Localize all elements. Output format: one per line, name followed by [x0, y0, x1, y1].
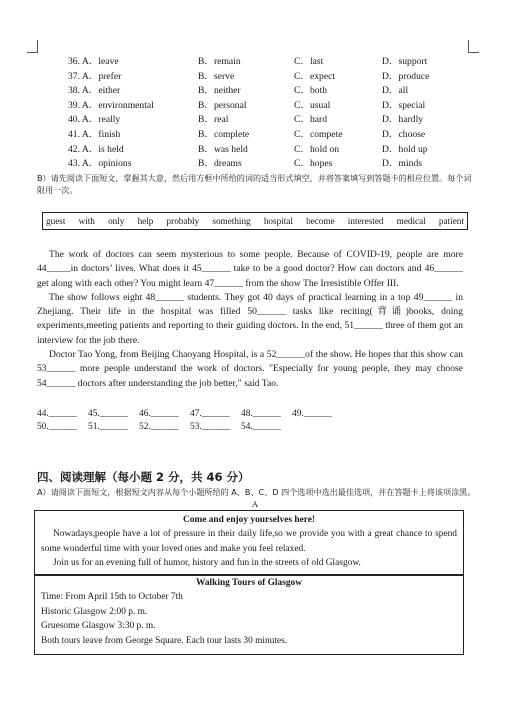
answer-blank: 54.______ [241, 422, 281, 432]
section-a-instructions: A）请阅读下面短文，根据短文内容从每个小题所给的 A、B、C、D 四个选项中选出最佳选项，并在答题卡上将该项涂黑。 [37, 487, 476, 497]
answer-blanks [37, 408, 367, 434]
section-b-instructions: B）请先阅读下面短文，掌握其大意，然后用方框中所给的词的适当形式填空，并将答案填写到答题卡的相应位置。每个词限用一次。 [37, 173, 472, 195]
word-box-item: help [137, 216, 154, 226]
mc-row [68, 55, 478, 70]
option-c: C．hold on [294, 143, 340, 155]
passage-paragraph: The work of doctors can seem mysterious to some people. Because of COVID-19, people are more 44_____in doctors’ lives. What does it 45______ take to be a good doctor? How can doctors and 46______ get along with each other? You might learn 47______ from the show The Irresistible Offer III. [37, 249, 463, 289]
option-c: C．usual [294, 99, 331, 111]
option-b: B．real [198, 114, 229, 126]
option-c: C．both [294, 85, 328, 97]
blank-row [37, 421, 367, 434]
option-a: 39. A．environmental [68, 99, 154, 111]
option-d: D．special [382, 99, 426, 111]
option-c: C．expect [294, 70, 336, 82]
word-box-item: only [108, 216, 125, 226]
option-a: 37. A．prefer [68, 70, 122, 82]
option-b: B．dreams [198, 158, 242, 170]
option-d: D．all [382, 85, 409, 97]
word-box-item: become [306, 216, 335, 226]
option-b: B．neither [198, 85, 241, 97]
passage-paragraph: The show follows eight 48______ students. They got 40 days of practical learning in a top 49______ in Zhejiang. Their life in the hospital was filled 50______ tasks like reciting(背诵)books, doing experiments,meeting patients and reporting to their guiding doctors. In the end, 51______ three of them got an interview for the job there. [37, 291, 463, 346]
tour-line: Both tours leave from George Square. Each tour lasts 30 minutes. [41, 635, 288, 646]
option-a: 42. A．is held [68, 143, 124, 155]
section-title: 四、阅读理解（每小题 2 分，共 46 分） [37, 470, 250, 484]
tour-line: Gruesome Glasgow 3:30 p. m. [41, 621, 156, 632]
tour-line: Historic Glasgow 2:00 p. m. [41, 606, 148, 617]
word-box-item: with [78, 216, 95, 226]
option-b: B．was held [198, 143, 248, 155]
option-a: 36. A．leave [68, 56, 119, 67]
option-c: C．hopes [294, 158, 333, 170]
option-a: 40. A．really [68, 114, 121, 126]
passage [37, 248, 463, 391]
word-box-item: medical [396, 216, 426, 226]
answer-blank: 52.______ [139, 422, 179, 432]
word-box-item: patient [438, 216, 464, 226]
option-b: B．serve [198, 70, 235, 82]
word-box-item: hospital [263, 216, 293, 226]
option-c: C．last [294, 56, 324, 67]
crop-mark-top-right [468, 40, 479, 53]
crop-mark-top-left [27, 40, 38, 53]
tour-box [34, 575, 464, 655]
option-b: B．personal [198, 99, 247, 111]
option-a: 38. A．either [68, 85, 121, 97]
answer-blank: 44.______ [37, 409, 77, 419]
answer-blank: 45.______ [88, 409, 128, 419]
passage-label: A [251, 499, 259, 509]
answer-blank: 46.______ [139, 409, 179, 419]
word-box-item: guest [46, 216, 66, 226]
option-a: 43. A．opinions [68, 158, 132, 170]
multiple-choice-options [68, 55, 478, 172]
tour-title: Walking Tours of Glasgow [195, 578, 303, 588]
option-d: D．hold up [382, 143, 428, 155]
option-c: C．compete [294, 128, 343, 140]
mc-row [68, 113, 478, 128]
notice-body: Nowadays,people have a lot of pressure in their daily life,so we provide you with a great chance to spend some wonderful time with your loved ones and make you feel relaxed. [41, 529, 457, 554]
mc-row [68, 143, 478, 158]
answer-blank: 49.______ [292, 409, 332, 419]
passage-paragraph: Doctor Tao Yong, from Beijing Chaoyang Hospital, is a 52______of the show. He hopes that this show can 53______ more people understand the work of doctors. "Especially for young people, they may choose 54______ doctors after understanding the job better," said Tao. [37, 349, 463, 389]
tour-line: Time: From April 15th to October 7th [41, 592, 183, 603]
blank-row [37, 408, 367, 421]
answer-blank: 50.______ [37, 422, 77, 432]
option-d: D．produce [382, 70, 430, 82]
notice-box [34, 510, 464, 575]
answer-blank: 53.______ [190, 422, 230, 432]
option-d: D．minds [382, 158, 422, 170]
option-b: B．remain [198, 56, 241, 67]
option-b: B．complete [198, 128, 250, 140]
mc-row [68, 128, 478, 143]
option-a: 41. A．finish [68, 128, 121, 140]
word-box-item: something [212, 216, 251, 226]
answer-blank: 47.______ [190, 409, 230, 419]
word-box-item: probably [166, 216, 200, 226]
word-box-item: interested [347, 216, 384, 226]
option-d: D．support [382, 56, 428, 67]
mc-row [68, 157, 478, 172]
mc-row [68, 84, 478, 99]
option-d: D．hardly [382, 114, 424, 126]
notice-title: Come and enjoy yourselves here! [182, 515, 316, 525]
notice-line: Join us for an evening full of humor, history and fun in the streets of old Glasgow. [53, 558, 361, 569]
option-d: D．choose [382, 128, 426, 140]
mc-row [68, 70, 478, 85]
mc-row [68, 99, 478, 114]
option-c: C．hard [294, 114, 328, 126]
answer-blank: 51.______ [88, 422, 128, 432]
word-box [42, 212, 468, 230]
answer-blank: 48.______ [241, 409, 281, 419]
